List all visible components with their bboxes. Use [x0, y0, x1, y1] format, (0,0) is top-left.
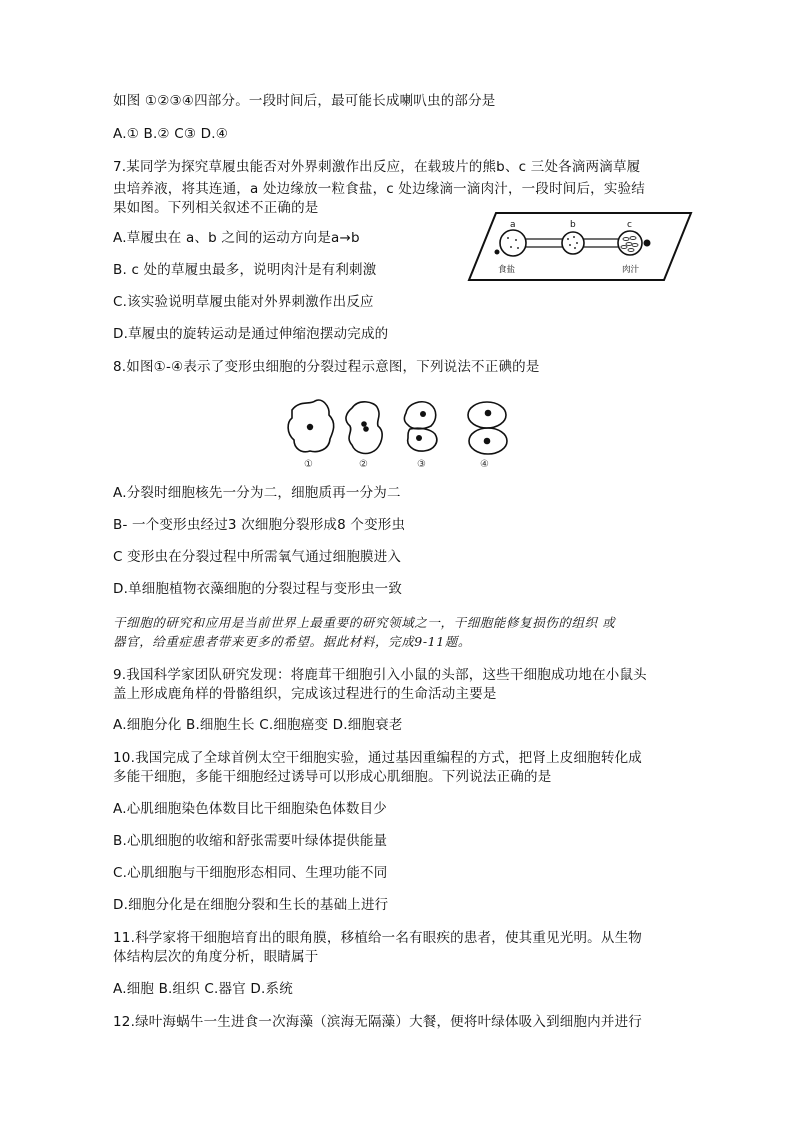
question-12-line-1: 12.绿叶海蜗牛一生进食一次海藻（滨海无隔藻）大餐，便将叶绿体吸入到细胞内并进行	[113, 1014, 642, 1030]
channel-bc	[583, 239, 622, 247]
fig7-label-salt: 食盐	[498, 265, 516, 275]
paramecium-slide-figure	[466, 210, 694, 284]
question-7-line-2: 虫培养液，将其连通，a 处边缘放一粒食盐，c 处边缘滴一滴肉汁，一段时间后，实验结	[113, 181, 645, 197]
question-11-line-1: 11.科学家将干细胞培育出的眼角膜，移植给一名有眼疾的患者，使其重见光明。从生物	[113, 930, 642, 946]
drop-b	[562, 232, 584, 254]
line-1: 如图 ①②③④四部分。一段时间后，最可能长成喇叭虫的部分是	[113, 93, 496, 109]
question-9-line-2: 盖上形成鹿角样的骨骼组织，完成该过程进行的生命活动主要是	[113, 686, 497, 702]
question-10-option-a: A.心肌细胞染色体数目比干细胞染色体数目少	[113, 801, 387, 817]
question-7-option-d: D.草履虫的旋转运动是通过伸缩泡摆动完成的	[113, 326, 389, 342]
fig8-label-3: ③	[417, 459, 426, 470]
question-9-line-1: 9.我国科学家团队研究发现：将鹿茸干细胞引入小鼠的头部，这些干细胞成功地在小鼠头	[113, 667, 647, 683]
amoeba-stage-3-bottom	[408, 428, 437, 451]
question-7-line-3: 果如图。下列相关叙述不正确的是	[113, 200, 319, 216]
channel-ab	[524, 239, 564, 247]
passage-line-1: 干细胞的研究和应用是当前世界上最重要的研究领域之一，干细胞能修复损伤的组织 或	[113, 615, 616, 630]
fig7-label-c: c	[627, 220, 632, 230]
question-8-stem: 8.如图①-④表示了变形虫细胞的分裂过程示意图，下列说法不正碘的是	[113, 359, 540, 375]
fig8-label-2: ②	[359, 459, 368, 470]
fig7-label-a: a	[510, 220, 516, 230]
question-7-line-1: 7.某同学为探究草履虫能否对外界刺激作出反应，在载玻片的熊b、c 三处各滴两滴草履	[113, 159, 641, 175]
question-10-line-1: 10.我国完成了全球首例太空干细胞实验，通过基因重编程的方式，把肾上皮细胞转化成	[113, 750, 642, 766]
question-8-option-c: C 变形虫在分裂过程中所需氧气通过细胞膜进入	[113, 549, 402, 565]
question-7-option-a: A.草履虫在 a、b 之间的运动方向是a→b	[113, 230, 360, 246]
question-10-line-2: 多能干细胞，多能干细胞经过诱导可以形成心肌细胞。下列说法正确的是	[113, 769, 552, 785]
fig7-label-juice: 肉汁	[622, 265, 640, 275]
amoeba-division-figure	[282, 393, 522, 473]
drop-a	[500, 230, 526, 256]
question-8-option-a: A.分裂时细胞核先一分为二，细胞质再一分为二	[113, 485, 401, 501]
question-10-option-d: D.细胞分化是在细胞分裂和生长的基础上进行	[113, 897, 389, 913]
salt-grain	[495, 250, 500, 255]
line-2-options: A.① B.② C③ D.④	[113, 126, 229, 142]
fig7-label-b: b	[570, 220, 576, 230]
question-10-option-c: C.心肌细胞与干细胞形态相同、生理功能不同	[113, 865, 388, 881]
question-8-option-d: D.单细胞植物衣藻细胞的分裂过程与变形虫一致	[113, 581, 403, 597]
question-11-line-2: 体结构层次的角度分析，眼睛属于	[113, 949, 319, 965]
question-9-options: A.细胞分化 B.细胞生长 C.细胞癌变 D.细胞衰老	[113, 717, 403, 733]
question-11-options: A.细胞 B.组织 C.器官 D.系统	[113, 981, 293, 997]
fig8-label-1: ①	[304, 459, 313, 470]
question-7-option-c: C.该实验说明草履虫能对外界刺激作出反应	[113, 294, 374, 310]
amoeba-stage-3-top	[404, 402, 435, 429]
question-7-option-b: B. c 处的草履虫最多，说明肉汁是有利刺激	[113, 262, 377, 278]
question-10-option-b: B.心肌细胞的收缩和舒张需要叶绿体提供能量	[113, 833, 388, 849]
question-8-option-b: B- 一个变形虫经过3 次细胞分裂形成8 个变形虫	[113, 517, 406, 533]
fig8-label-4: ④	[480, 459, 489, 470]
juice-drop	[644, 240, 651, 247]
passage-line-2: 器官，给重症患者带来更多的希望。据此材料，完成9-11题。	[113, 634, 471, 649]
